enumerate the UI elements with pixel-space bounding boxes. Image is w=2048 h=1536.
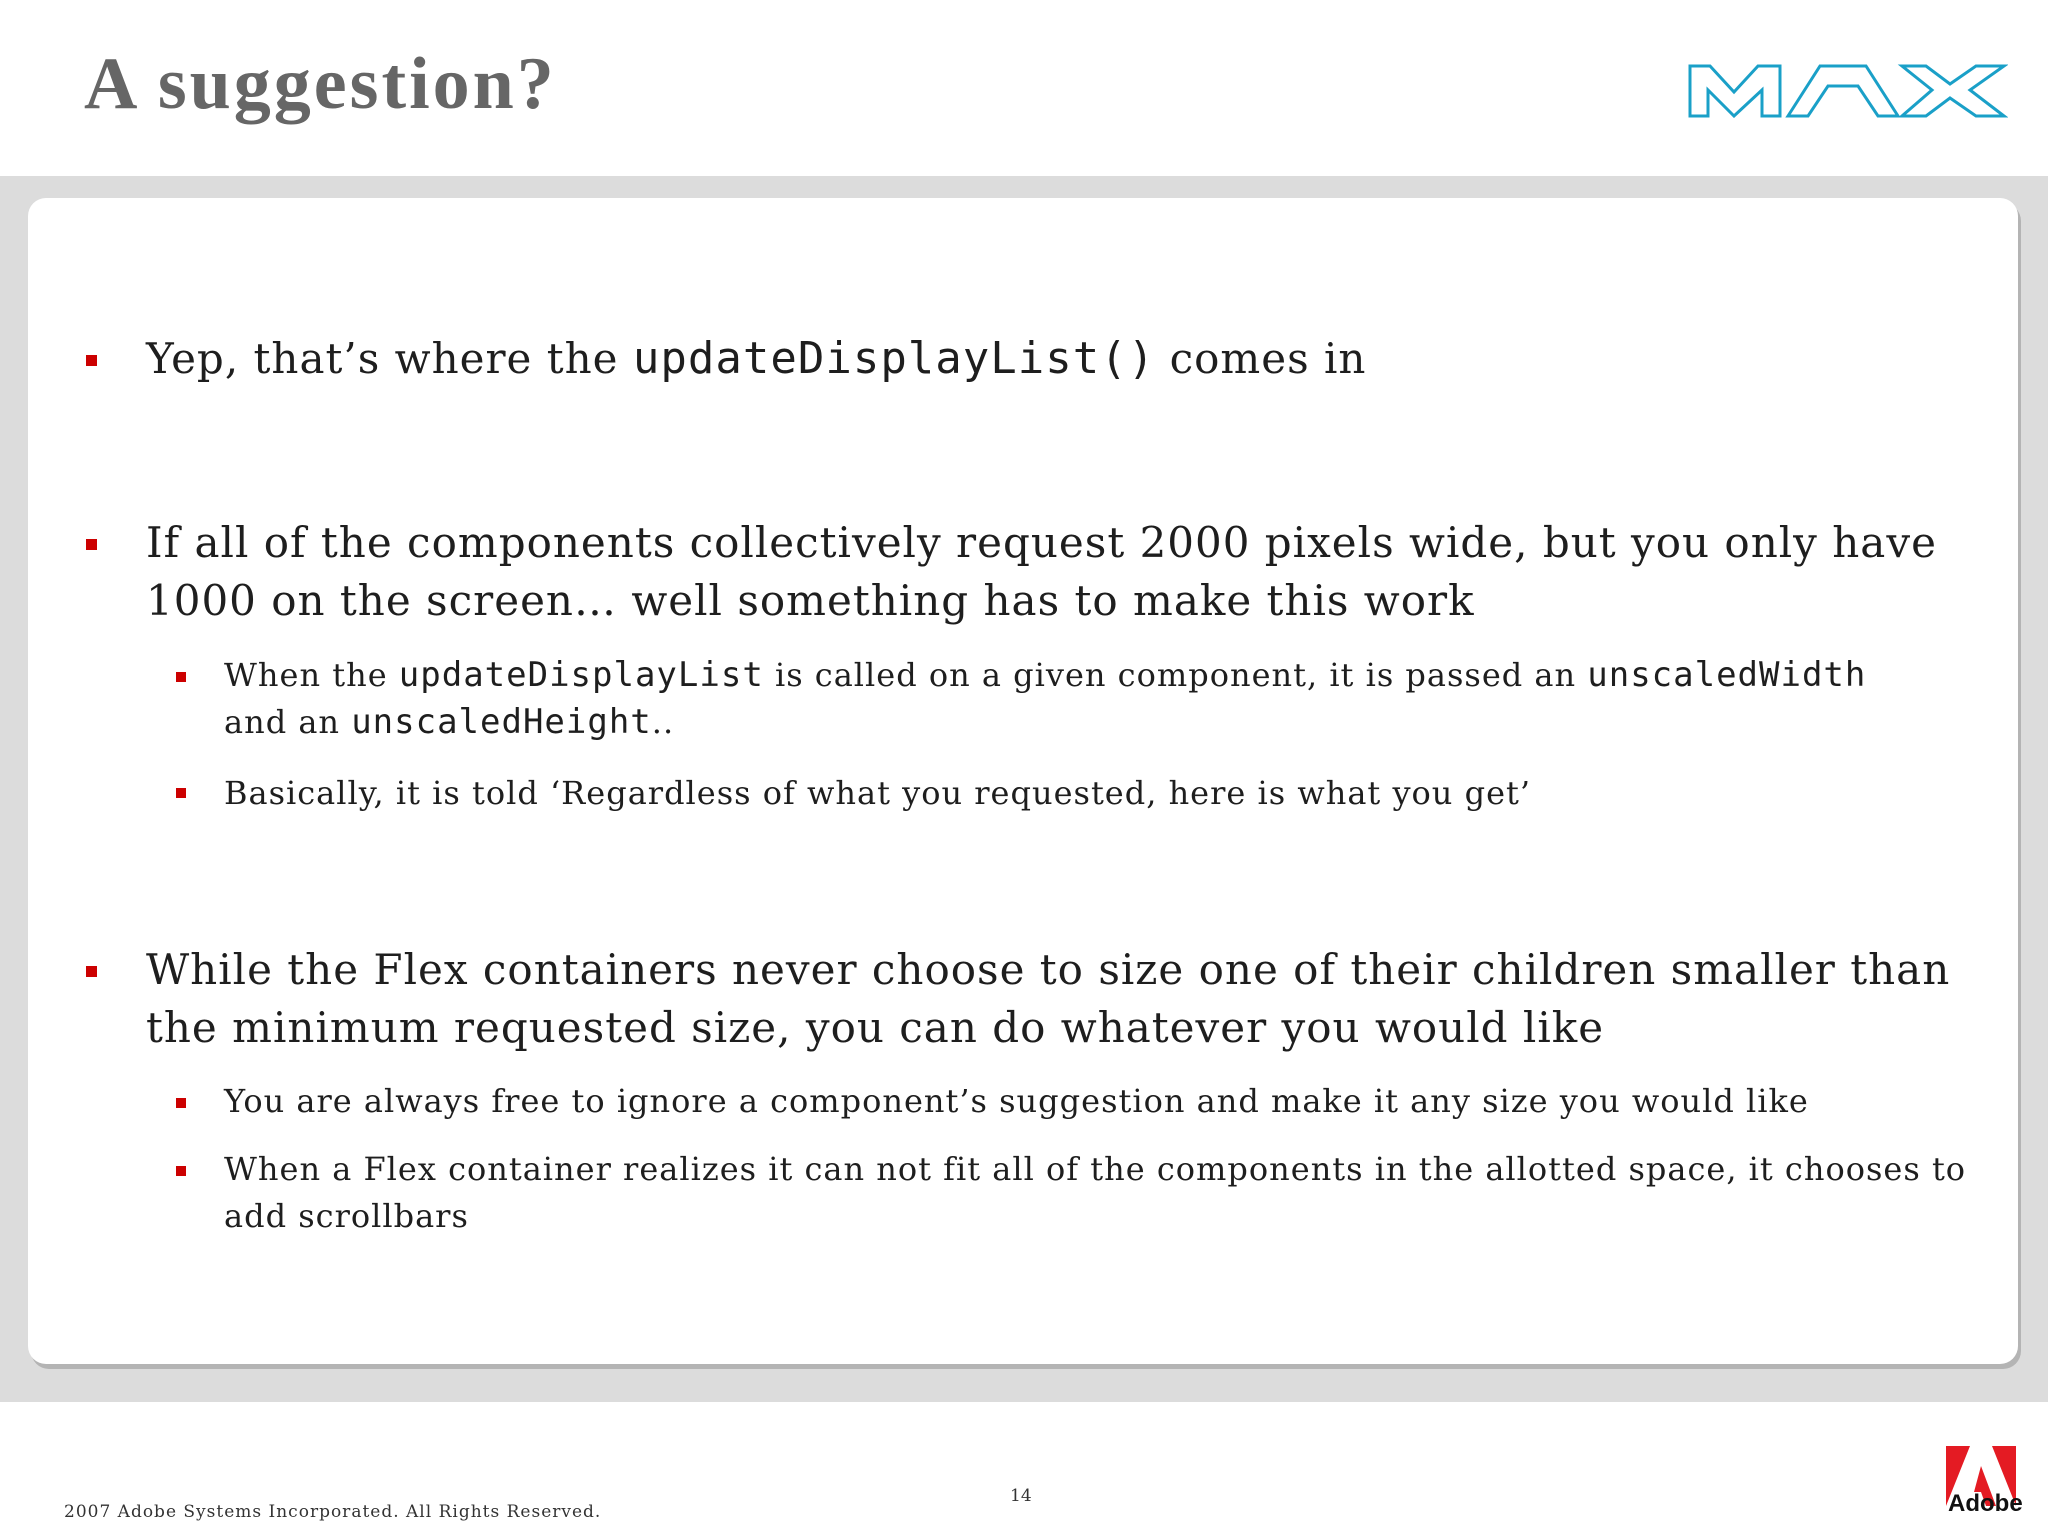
sub-text: When the [224, 656, 399, 694]
slide-header [0, 0, 2048, 176]
sub-code: unscaledWidth [1587, 655, 1867, 695]
bullet-marker [86, 539, 97, 550]
slide-title: A suggestion? [84, 43, 557, 125]
sub-code: updateDisplayList [398, 655, 764, 695]
sub-bullet-marker [176, 672, 186, 682]
bullet-3-text [146, 941, 1950, 1057]
bullet-3-line-2: the minimum requested size, you can do whatever you would like [146, 1003, 1605, 1052]
bullet-marker [86, 966, 97, 977]
sub-bullet-marker [176, 1166, 186, 1176]
bullet-1-code: updateDisplayList() [632, 333, 1156, 384]
bullet-3-line-1: While the Flex containers never choose to size one of their children smaller than [146, 945, 1951, 994]
sub-text: and an [224, 703, 352, 741]
sub-code: unscaledHeight [351, 702, 652, 742]
bullet-2-sub-1 [224, 652, 1866, 746]
sub-bullet-marker [176, 788, 186, 798]
sub-text: add scrollbars [224, 1197, 469, 1235]
max-logo [1688, 62, 2008, 118]
adobe-wordmark: Adobe [1948, 1490, 2023, 1517]
bullet-2-line-2: 1000 on the screen… well something has to make this work [146, 576, 1475, 625]
page-number: 14 [1010, 1486, 1032, 1506]
bullet-1-text [146, 330, 1366, 388]
sub-bullet-marker [176, 1098, 186, 1108]
bullet-1-lead: Yep, that’s where the [146, 334, 633, 383]
bullet-1-tail: comes in [1155, 334, 1367, 383]
sub-text: is called on a given component, it is passed an [763, 656, 1588, 694]
bullet-2-line-1: If all of the components collectively request 2000 pixels wide, but you only have [146, 518, 1937, 567]
copyright-notice: 2007 Adobe Systems Incorporated. All Rights Reserved. [64, 1502, 602, 1522]
sub-text: When a Flex container realizes it can not fit all of the components in the allotted space, it chooses to [224, 1150, 1967, 1188]
bullet-marker [86, 355, 97, 366]
content-card [28, 198, 2018, 1364]
bullet-3-sub-2 [224, 1146, 1966, 1240]
bullet-2-sub-2: Basically, it is told ‘Regardless of what you requested, here is what you get’ [224, 774, 1532, 812]
bullet-3-sub-1: You are always free to ignore a component’s suggestion and make it any size you would like [224, 1082, 1809, 1120]
bullet-2-text [146, 514, 1937, 630]
sub-text: .. [651, 703, 675, 741]
